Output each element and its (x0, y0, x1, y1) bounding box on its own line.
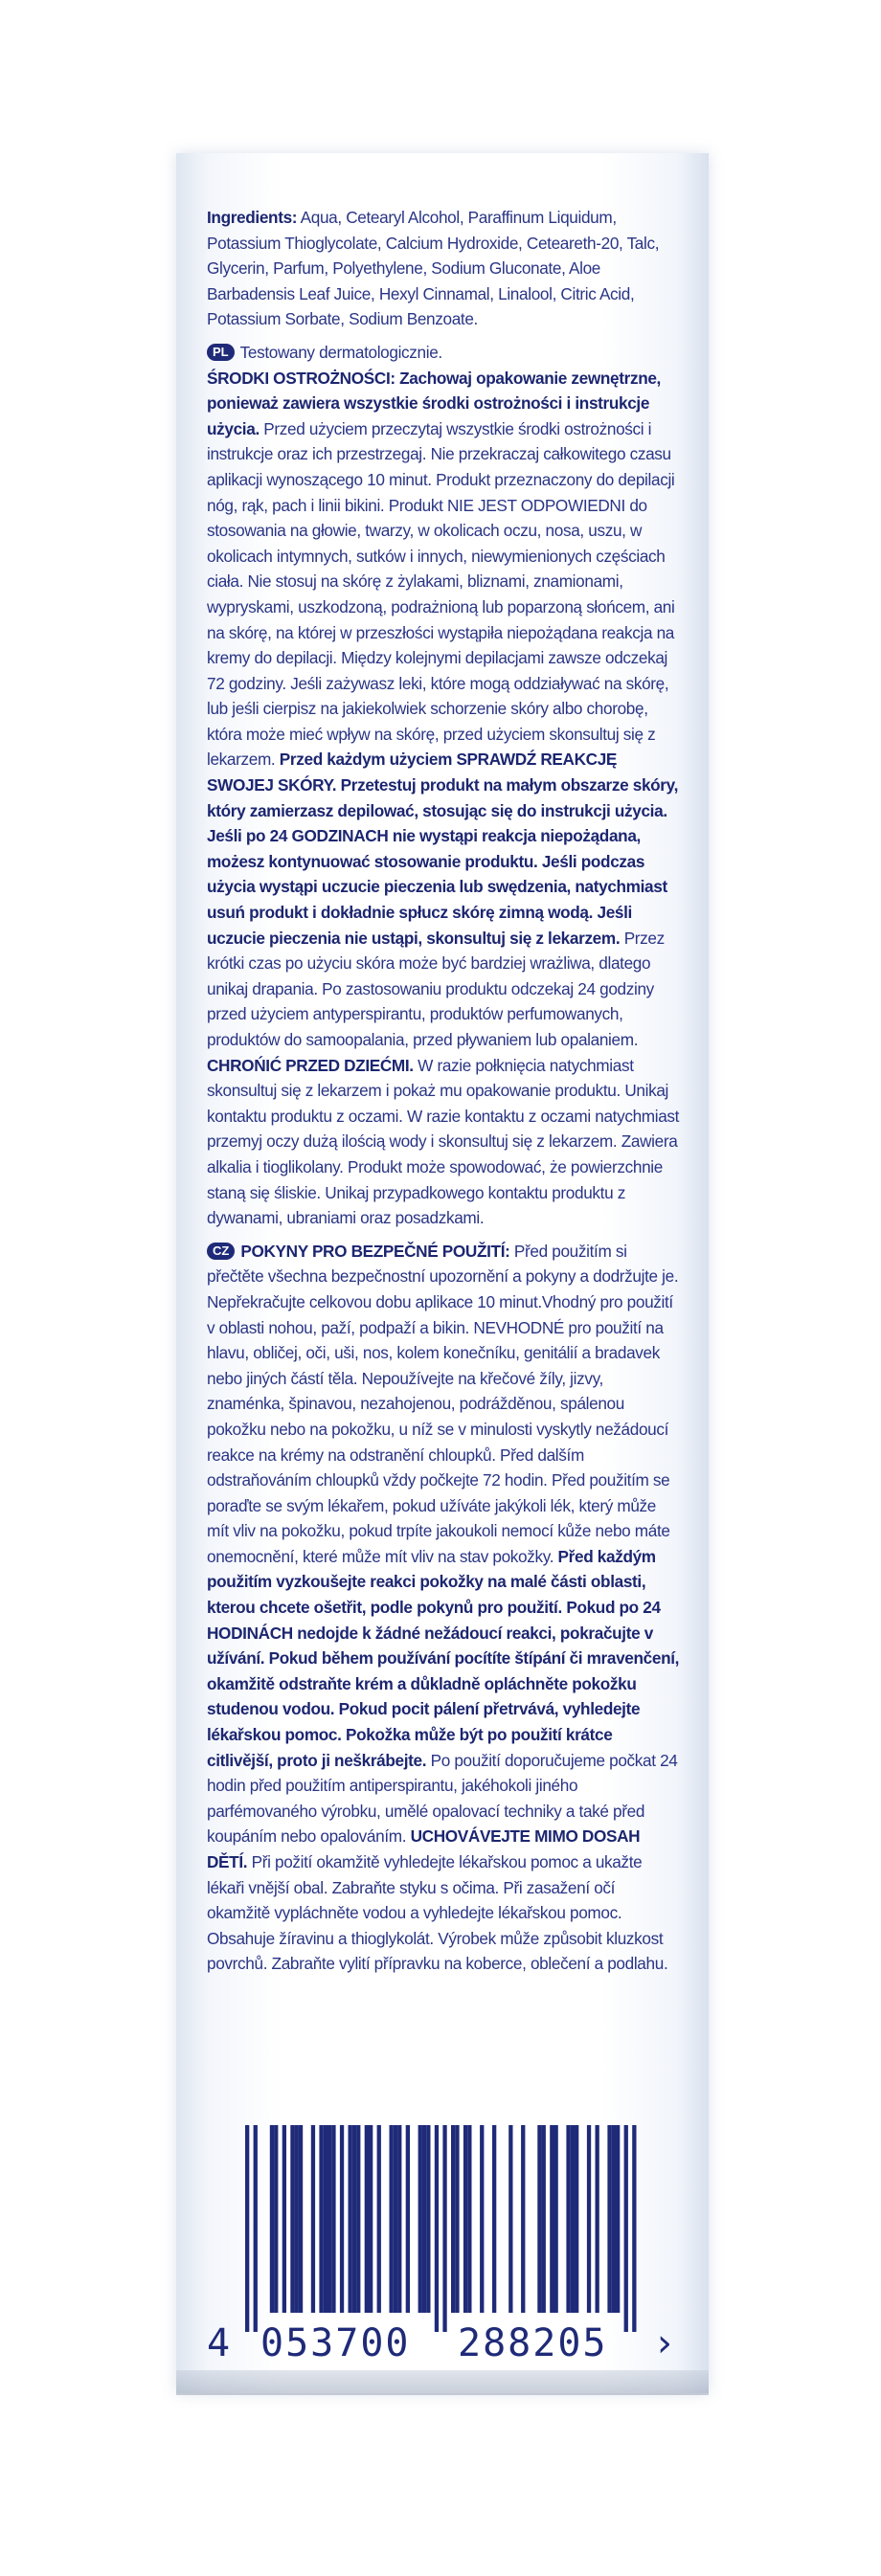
barcode-guard-bar (254, 2125, 258, 2332)
barcode-bar (311, 2125, 315, 2313)
barcode-bar (575, 2125, 578, 2313)
barcode-bar (270, 2125, 274, 2313)
barcode-bar (566, 2125, 570, 2313)
barcode-bar (607, 2125, 611, 2313)
pl-bold-test-instructions: Przed każdym użyciem SPRAWDŹ REAKCJĘ SWOJEJ SKÓRY. Przetestuj produkt na małym obszarze skóry, który zamierzasz depilować, stosując się do instrukcji użycia. Jeśli po 24 GODZINACH nie wystąpi reakcja niepożądana, możesz kontynuować stosowanie produktu. Jeśli podczas użycia wystąpi uczucie pieczenia lub swędzenia, natychmiast usuń produkt i dokładnie spłucz skórę zimną wodą. Jeśli uczucie pieczenia nie ustąpi, skonsultuj się z lekarzem. (207, 750, 679, 948)
barcode-bar (521, 2125, 525, 2313)
barcode-guard-bar (624, 2125, 628, 2332)
barcode-bar (328, 2125, 331, 2313)
barcode-bar (451, 2125, 455, 2313)
barcode-bar (587, 2125, 591, 2313)
label-text (207, 205, 682, 1984)
barcode-bar (550, 2125, 553, 2313)
barcode-bars (207, 2125, 686, 2332)
barcode (207, 2125, 686, 2364)
barcode-bar (508, 2125, 512, 2313)
barcode-left-group: 053700 (260, 2321, 411, 2365)
cz-keep-away-children: UCHOVÁVEJTE MIMO DOSAH DĚTÍ. (207, 1826, 641, 1871)
barcode-bar (324, 2125, 328, 2313)
barcode-bar (352, 2125, 356, 2313)
cz-heading: POKYNY PRO BEZPEČNÉ POUŽITÍ: (240, 1241, 510, 1261)
cz-paragraph-1: Před použitím si přečtěte všechna bezpečnostní upozornění a pokyny a dodržujte je. Nepřekračujte celkovou dobu aplikace 10 minut.Vhodný pro použití v oblasti nohou, paží, podpaží a bikin. NEVHODNÉ pro použití na hlavu, obličej, oči, uši, nos, kolem konečníku, genitálií a bradavek nebo jiných částí těla. Nepoužívejte na křečové žíly, jizvy, znaménka, špinavou, nezahojenou, podrážděnou, spálenou pokožku nebo na pokožku, u níž se v minulosti vyskytly nežádoucí reakce na krémy na odstranění chloupků. Před dalším odstraňováním chloupků vždy počkejte 72 hodin. Před použitím se poraďte se svým lékařem, pokud užíváte jakýkoli lék, který může mít vliv na pokožku, pokud trpíte jakoukoli nemocí kůže nebo máte onemocnění, které může mít vliv na stav pokožky. (207, 1241, 679, 1566)
barcode-bar (390, 2125, 394, 2313)
barcode-first-digit: 4 (207, 2321, 231, 2365)
cz-bold-test-instructions: Před každým použitím vyzkoušejte reakci pokožky na malé části oblasti, kterou chcete ošetřit, podle pokynů pro použití. Pokud po 24 HODINÁCH nedojde k žádné nežádoucí reakci, pokračujte v užívání. Pokud během používání pocítíte štípání či mravenčení, okamžitě odstraňte krém a důkladně opláchněte pokožku studenou vodou. Pokud pocit pálení přetrvává, vyhledejte lékařskou pomoc. Pokožka může být po použití krátce citlivější, proto ji neškrábejte. (207, 1546, 680, 1770)
barcode-bar (422, 2125, 426, 2313)
barcode-bar (467, 2125, 471, 2313)
barcode-bar (596, 2125, 599, 2313)
barcode-bar (394, 2125, 397, 2313)
barcode-number (207, 2322, 686, 2364)
barcode-bar (571, 2125, 575, 2313)
pl-keep-away-children: CHROŃIĆ PRZED DZIEĆMI. (207, 1055, 414, 1075)
cz-paragraph-2: Po použití doporučujeme počkat 24 hodin před použitím antiperspirantu, jakéhokoli jiného parfémovaného výrobku, umělé opalovací techniky a také před koupáním nebo opalováním. (207, 1750, 678, 1847)
barcode-bar (290, 2125, 294, 2313)
barcode-bar (282, 2125, 286, 2313)
barcode-quiet-zone-arrow: › (657, 2321, 672, 2365)
barcode-right-group: 288205 (458, 2321, 608, 2365)
ingredients-label: Ingredients: (207, 208, 298, 227)
barcode-bar (455, 2125, 459, 2313)
barcode-guard-bar (442, 2125, 446, 2332)
barcode-bar (340, 2125, 344, 2313)
pl-paragraph-2: Przez krótki czas po użyciu skóra może być bardziej wrażliwa, dlatego unikaj drapania. Po zastosowaniu produktu odczekaj 24 godziny przed użyciem antyperspirantu, produktów perfumowanych, produktów do samoopalania, przed pływaniem lub opalaniem. (207, 928, 665, 1049)
barcode-bar (542, 2125, 546, 2313)
barcode-bar (274, 2125, 278, 2313)
barcode-bar (331, 2125, 335, 2313)
pl-tested-text: Testowany dermatologicznie. (239, 342, 442, 362)
pl-warning-heading: ŚRODKI OSTROŻNOŚCI: Zachowaj opakowanie zewnętrzne, ponieważ zawiera wszystkie środki ostrożności i instrukcje użycia. (207, 368, 661, 438)
barcode-guard-bar (632, 2125, 636, 2332)
barcode-bar (299, 2125, 303, 2313)
barcode-bar (616, 2125, 620, 2313)
barcode-bar (418, 2125, 422, 2313)
pl-paragraph-3: W razie połknięcia natychmiast skonsultuj się z lekarzem i pokaż mu opakowanie produktu. Unikaj kontaktu produktu z oczami. W razie kontaktu z oczami natychmiast przemyj oczy dużą ilością wody i skonsultuj się z lekarzem. Zawiera alkalia i tioglikolany. Produkt może spowodować, że powierzchnie staną się śliskie. Unikaj przypadkowego kontaktu produktu z dywanami, ubraniami oraz posadzkami. (207, 1055, 680, 1228)
barcode-bar (377, 2125, 381, 2313)
barcode-bar (406, 2125, 410, 2313)
pl-block (207, 340, 682, 1231)
barcode-bar (463, 2125, 467, 2313)
cz-block (207, 1239, 682, 1977)
barcode-bar (537, 2125, 541, 2313)
barcode-guard-bar (435, 2125, 439, 2332)
pl-paragraph-1: Przed użyciem przeczytaj wszystkie środki ostrożności i instrukcje oraz ich przestrzegaj. Nie przekraczaj całkowitego czasu aplikacji wynoszącego 10 minut. Produkt przeznaczony do depilacji nóg, rąk, pach i linii bikini. Produkt NIE JEST ODPOWIEDNI do stosowania na głowie, twarzy, w okolicach oczu, nosa, uszu, w okolicach intymnych, sutków i innych, niewymienionych częściach ciała. Nie stosuj na skórę z żylakami, bliznami, znamionami, wypryskami, uszkodzoną, podrażnioną lub poparzoną słońcem, ani na skórę, na której w przeszłości wystąpiła niepożądana reakcja na kremy do depilacji. Między kolejnymi depilacjami zawsze odczekaj 72 godziny. Jeśli zażywasz leki, które mogą oddziaływać na skórę, lub jeśli cierpisz na jakiekolwiek schorzenie skóry albo chorobę, która może mieć wpływ na skórę, przed użyciem skonsultuj się z lekarzem. (207, 418, 675, 770)
barcode-bar (480, 2125, 484, 2313)
barcode-bar (349, 2125, 352, 2313)
barcode-guard-bar (245, 2125, 249, 2332)
barcode-bar (369, 2125, 373, 2313)
barcode-bar (295, 2125, 299, 2313)
pl-language-badge: PL (207, 344, 235, 361)
ingredients-list: Aqua, Cetearyl Alcohol, Paraffinum Liquidum, Potassium Thioglycolate, Calcium Hydroxide, Ceteareth-20, Talc, Glycerin, Parfum, Polyethylene, Sodium Gluconate, Aloe Barbadensis Leaf Juice, Hexyl Cinnamal, Linalool, Citric Acid, Potassium Sorbate, Sodium Benzoate. (207, 208, 660, 329)
barcode-bar (356, 2125, 360, 2313)
barcode-bar (397, 2125, 401, 2313)
cz-paragraph-3: Při požití okamžitě vyhledejte lékařskou pomoc a ukažte lékaři vnější obal. Zabraňte styku s očima. Při zasažení očí okamžitě vypláchněte vodou a vyhledejte lékařskou pomoc. Obsahuje žíravinu a thioglykolát. Výrobek může způsobit kluzkost povrchů. Zabraňte vylití přípravku na koberce, oblečení a podlahu. (207, 1852, 668, 1974)
barcode-bar (319, 2125, 323, 2313)
barcode-bar (426, 2125, 430, 2313)
barcode-bar (492, 2125, 496, 2313)
barcode-bar (365, 2125, 369, 2313)
ingredients-block (207, 205, 682, 332)
cz-language-badge: CZ (207, 1243, 235, 1260)
barcode-bar (612, 2125, 616, 2313)
barcode-bar (554, 2125, 558, 2313)
